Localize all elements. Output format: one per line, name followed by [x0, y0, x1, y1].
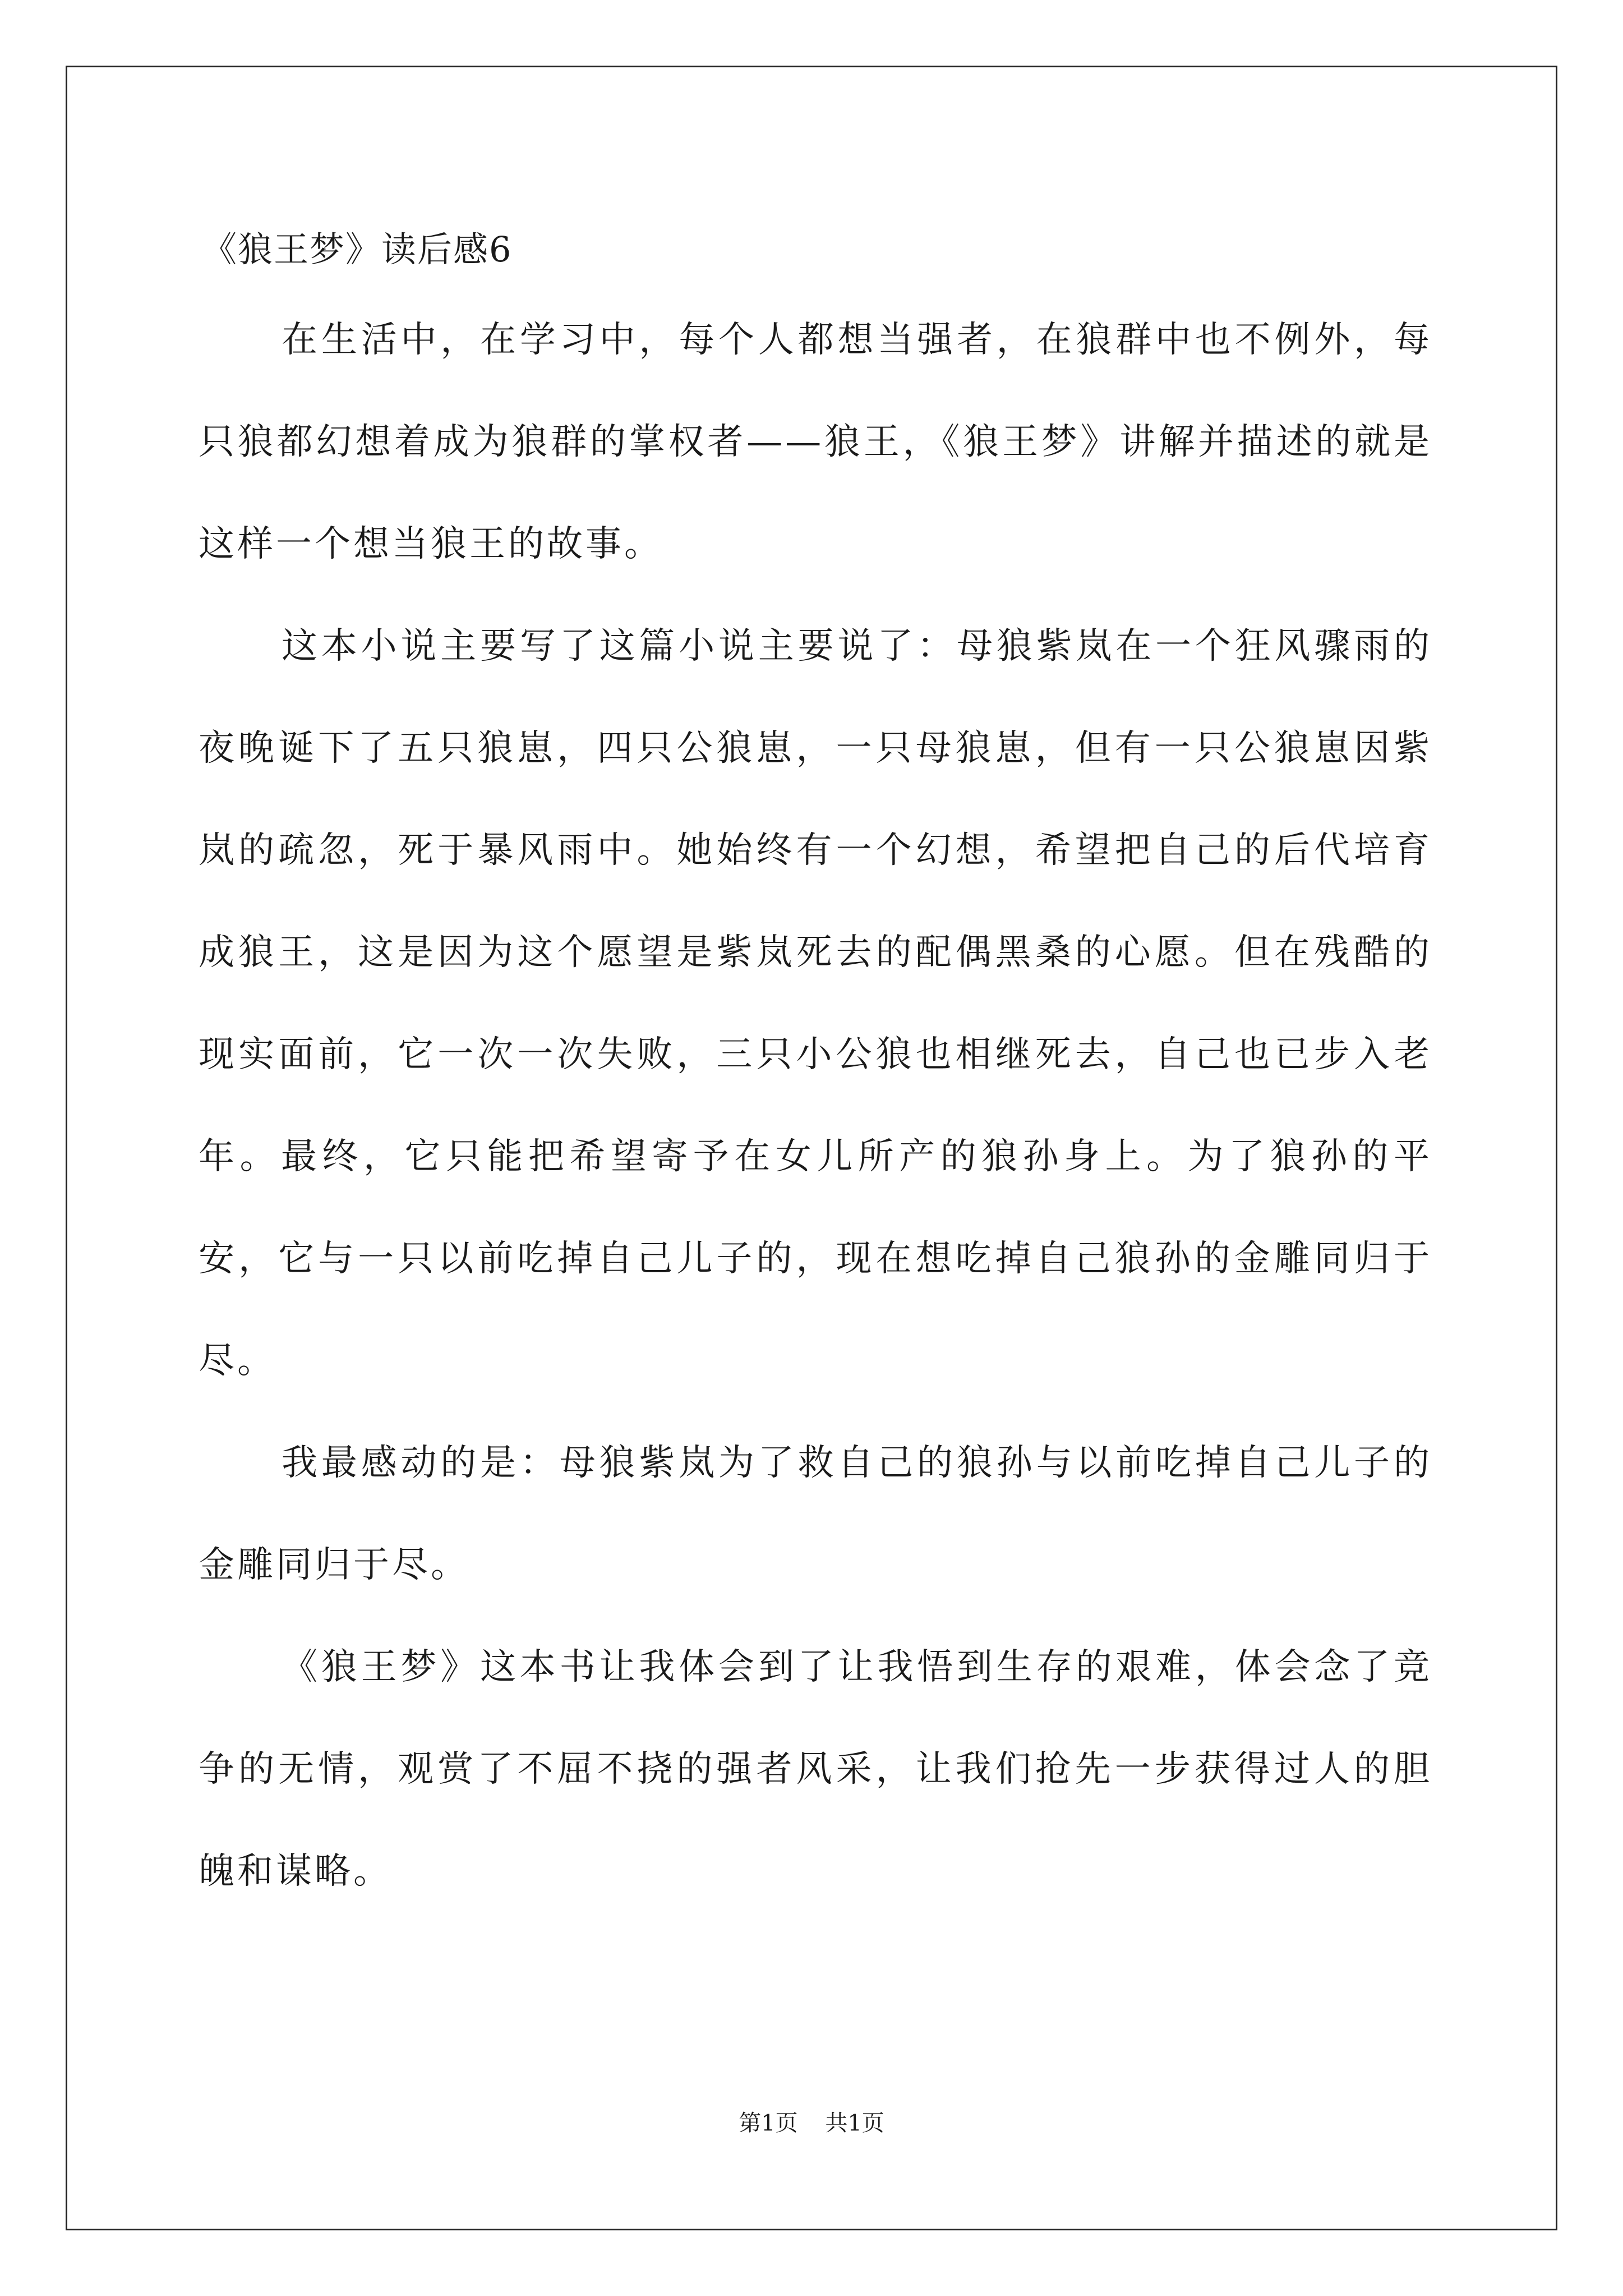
- paragraph: 在生活中，在学习中，每个人都想当强者，在狼群中也不例外，每只狼都幻想着成为狼群的掌权者——狼王，《狼王梦》讲解并描述的就是这样一个想当狼王的故事。: [199, 319, 1432, 565]
- paragraph: 我最感动的是：母狼紫岚为了救自己的狼孙与以前吃掉自己儿子的金雕同归于尽。: [199, 1442, 1432, 1586]
- page-footer: [0, 2106, 1623, 2140]
- paragraph: 这本小说主要写了这篇小说主要说了：母狼紫岚在一个狂风骤雨的夜晚诞下了五只狼崽，四只公狼崽，一只母狼崽，但有一只公狼崽因紫岚的疏忽，死于暴风雨中。她始终有一个幻想，希望把自己的后代培育成狼王，这是因为这个愿望是紫岚死去的配偶黑桑的心愿。但在残酷的现实面前，它一次一次失败，三只小公狼也相继死去，自己也已步入老年。最终，它只能把希望寄予在女儿所产的狼孙身上。为了狼孙的平安，它与一只以前吃掉自己儿子的，现在想吃掉自己狼孙的金雕同归于尽。: [199, 625, 1432, 1382]
- document-title: 《狼王梦》读后感6: [202, 229, 513, 270]
- paragraph: 《狼王梦》这本书让我体会到了让我悟到生存的艰难，体会念了竞争的无情，观赏了不屈不挠的强者风采，让我们抢先一步获得过人的胆魄和谋略。: [199, 1646, 1432, 1892]
- total-pages: 共1页: [825, 2110, 884, 2136]
- page-number: 第1页: [739, 2110, 798, 2136]
- document-body: [199, 289, 1432, 1922]
